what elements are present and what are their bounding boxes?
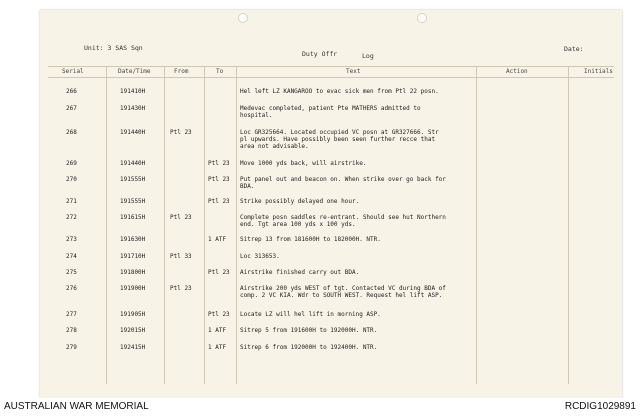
entry-text-line: Sitrep 13 from 181600H to 182000H. NTR. — [240, 236, 381, 243]
entry-text-line: Sitrep 6 from 192000H to 192400H. NTR. — [240, 344, 378, 351]
entry-text-line: comp. 2 VC KIA. Wdr to SOUTH WEST. Request hel lift ASP. — [240, 292, 443, 299]
header-rule-bottom — [48, 77, 614, 78]
entry-serial: 272 — [66, 214, 77, 221]
log-entry-row — [40, 253, 622, 263]
entry-text-line: Airstrike finished carry out BDA. — [240, 269, 360, 276]
entry-text-line: Sitrep 5 from 191600H to 192000H. NTR. — [240, 327, 378, 334]
log-title: Duty Offr — [302, 50, 338, 58]
entry-text-line: area not advisable. — [240, 143, 309, 150]
column-header-from: From — [174, 68, 189, 75]
entry-serial: 278 — [66, 327, 77, 334]
entry-datetime: 191630H — [120, 236, 146, 243]
entry-datetime: 191710H — [120, 253, 146, 260]
entry-text-line: Strike possibly delayed one hour. — [240, 198, 360, 205]
log-entry-row — [40, 327, 622, 337]
entry-datetime: 191410H — [120, 88, 146, 95]
punch-hole — [417, 13, 427, 23]
column-header-action: Action — [506, 68, 528, 75]
entry-text-line: BDA. — [240, 183, 255, 190]
header-rule-top — [48, 66, 614, 67]
archive-footer — [0, 398, 640, 416]
entry-datetime: 192015H — [120, 327, 146, 334]
log-entry-row — [40, 311, 622, 321]
log-entry-row — [40, 236, 622, 246]
entry-datetime: 191905H — [120, 311, 146, 318]
entry-text-line: Loc GR325664. Located occupied VC posn at GR327666. Str — [240, 129, 439, 136]
entry-text-line: Airstrike 200 yds WEST of tgt. Contacted VC during BDA of — [240, 285, 446, 292]
log-subtitle: Log — [362, 52, 374, 60]
entry-to: Ptl 23 — [208, 311, 230, 318]
entry-datetime: 191555H — [120, 176, 146, 183]
column-header-text: Text — [346, 68, 361, 75]
entry-serial: 267 — [66, 105, 77, 112]
column-header-to: To — [216, 68, 224, 75]
log-entry-row — [40, 214, 622, 228]
entry-serial: 279 — [66, 344, 77, 351]
date-label: Date: — [564, 45, 584, 53]
entry-text-line: Put panel out and beacon on. When strike over go back for — [240, 176, 446, 183]
entry-serial: 269 — [66, 160, 77, 167]
entry-text-line: Loc 313653. — [240, 253, 280, 260]
entry-text-line: Complete posn saddles re-entrant. Should see hut Northern — [240, 214, 446, 221]
entry-from: Ptl 23 — [170, 285, 192, 292]
entry-to: Ptl 23 — [208, 160, 230, 167]
entry-text-line: Hel left LZ KANGAROO to evac sick men from Ptl 22 posn. — [240, 88, 439, 95]
log-entry-row — [40, 129, 622, 150]
archive-reference: RCDIG1029891 — [564, 401, 636, 412]
entry-serial: 277 — [66, 311, 77, 318]
column-header-initials: Initials — [584, 68, 613, 75]
log-entry-row — [40, 88, 622, 98]
entry-datetime: 191900H — [120, 285, 146, 292]
log-sheet — [40, 10, 622, 398]
column-header-datetime: Date/Time — [118, 68, 151, 75]
entry-to: Ptl 23 — [208, 198, 230, 205]
entry-text-line: pl upwards. Have possibly been seen further recce that — [240, 136, 436, 143]
entry-text-line: end. Tgt area 100 yds x 100 yds. — [240, 221, 356, 228]
entry-to: 1 ATF — [208, 236, 227, 243]
entry-to: Ptl 23 — [208, 269, 230, 276]
log-entry-row — [40, 285, 622, 299]
entry-serial: 268 — [66, 129, 77, 136]
unit-label: Unit: 3 SAS Sqn — [84, 44, 143, 52]
entry-text-line: hospital. — [240, 112, 273, 119]
entry-text-line: Move 1000 yds back, will airstrike. — [240, 160, 367, 167]
log-entry-row — [40, 176, 622, 190]
entry-serial: 275 — [66, 269, 77, 276]
entry-datetime: 191440H — [120, 129, 146, 136]
log-entry-row — [40, 160, 622, 170]
entry-from: Ptl 33 — [170, 253, 192, 260]
column-header-serial: Serial — [62, 68, 84, 75]
entry-datetime: 191440H — [120, 160, 146, 167]
entry-to: Ptl 23 — [208, 176, 230, 183]
entry-serial: 273 — [66, 236, 77, 243]
entry-serial: 274 — [66, 253, 77, 260]
entry-to: 1 ATF — [208, 344, 227, 351]
entry-datetime: 191555H — [120, 198, 146, 205]
punch-hole — [238, 13, 248, 23]
entry-serial: 266 — [66, 88, 77, 95]
archive-name: AUSTRALIAN WAR MEMORIAL — [4, 401, 149, 412]
entry-to: 1 ATF — [208, 327, 227, 334]
entry-from: Ptl 23 — [170, 214, 192, 221]
entry-serial: 270 — [66, 176, 77, 183]
entry-text-line: Medevac completed, patient Pte MATHERS admitted to — [240, 105, 421, 112]
entry-text-line: Locate LZ will hel lift in morning ASP. — [240, 311, 381, 318]
entry-serial: 276 — [66, 285, 77, 292]
log-entry-row — [40, 105, 622, 119]
entry-datetime: 191430H — [120, 105, 146, 112]
entry-serial: 271 — [66, 198, 77, 205]
entry-datetime: 191800H — [120, 269, 146, 276]
entry-from: Ptl 23 — [170, 129, 192, 136]
log-entry-row — [40, 269, 622, 279]
log-entry-row — [40, 198, 622, 208]
entry-datetime: 192415H — [120, 344, 146, 351]
entry-datetime: 191615H — [120, 214, 146, 221]
log-entry-row — [40, 344, 622, 354]
